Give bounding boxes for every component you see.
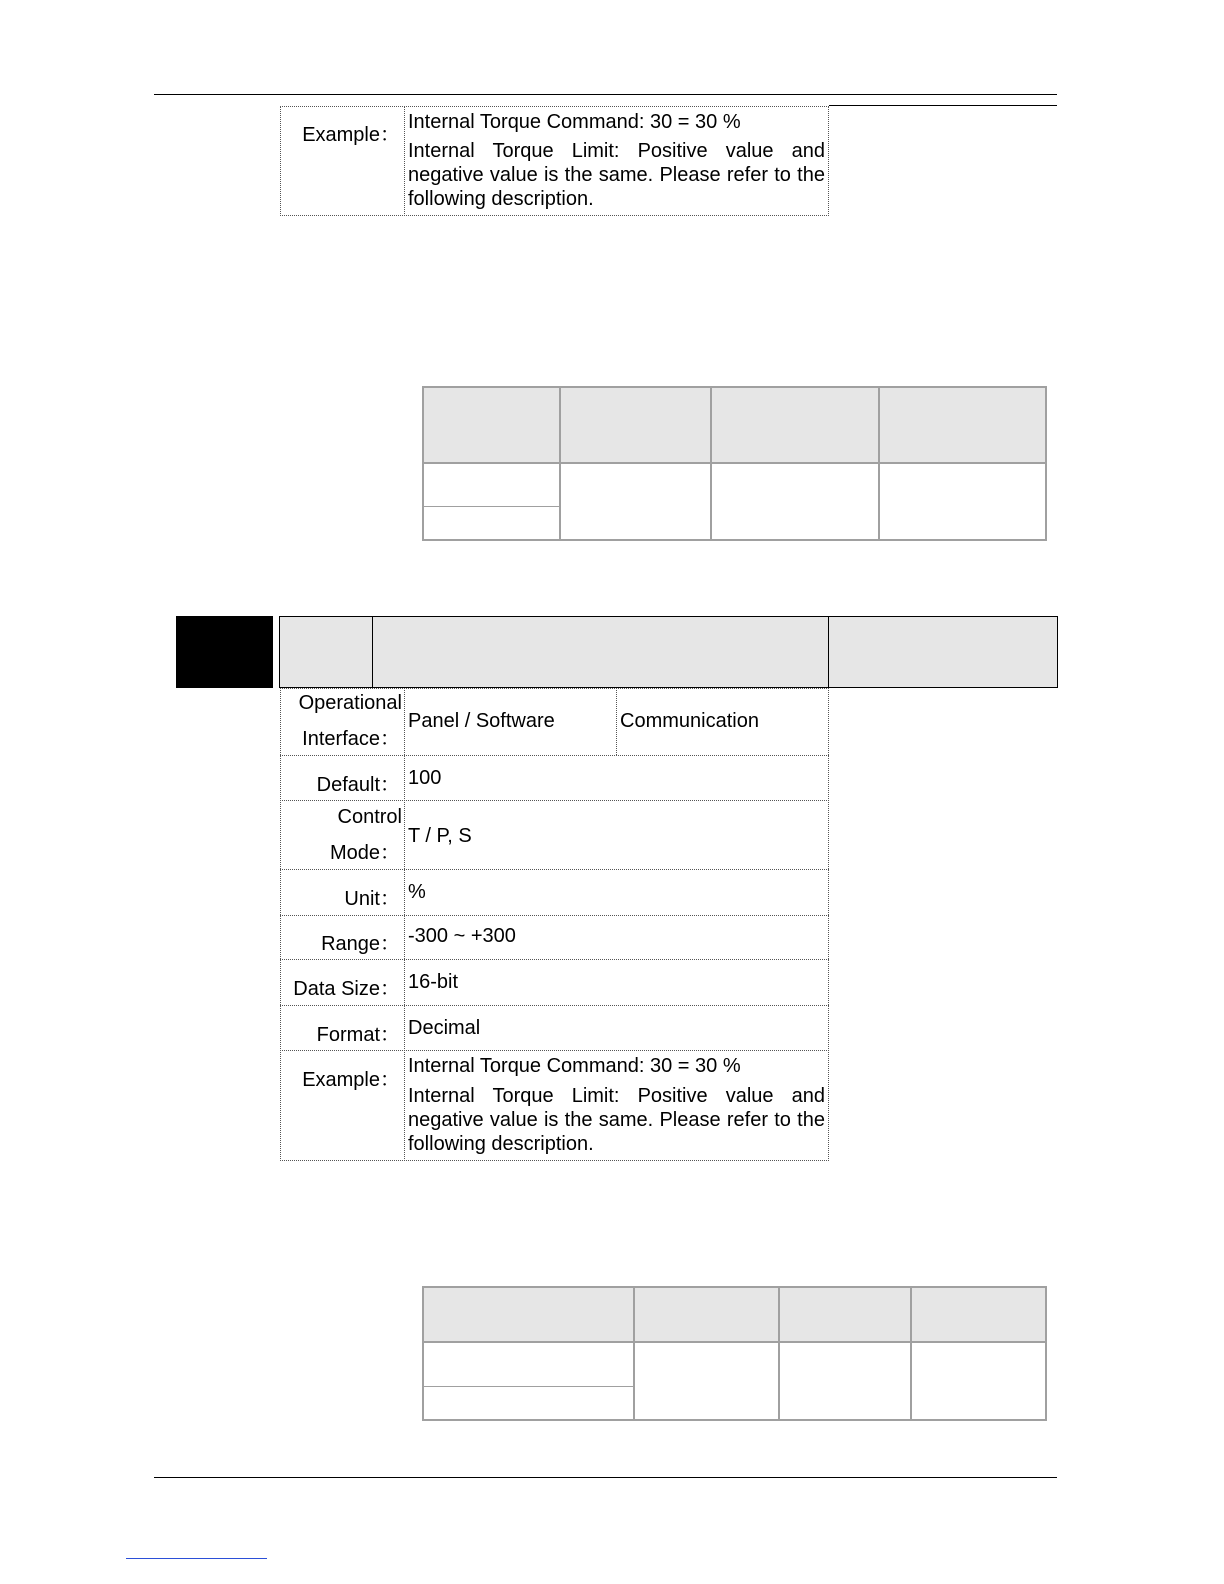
row-divider [280,1050,829,1051]
table-col-divider [778,1288,780,1419]
format-value: Decimal [408,1017,481,1039]
table-header-divider [424,462,1045,464]
data-size-value: 16-bit [408,971,459,993]
table-col-divider [633,1288,635,1419]
parameter-header-divider [372,616,373,688]
table-col-divider [878,388,880,539]
op-interface-label-line1: Operational [298,692,402,714]
row-divider [280,959,829,960]
range-value: -300 ~ +300 [408,925,516,947]
op-interface-communication: Communication [620,710,759,732]
range-label: Range： [321,933,400,955]
op-interface-panel: Panel / Software [408,710,555,732]
parameter-tab-marker [176,616,273,688]
torque-limit-table-1 [422,386,1047,541]
table-row-divider [424,1386,633,1387]
example-line2: Internal Torque Limit: Positive value and negative value is the same. Please refer to the following description. [408,1085,825,1155]
interface-col-divider [616,688,617,755]
unit-label: Unit： [344,888,400,910]
format-label: Format： [316,1024,400,1046]
top-example-label: Example： [302,124,400,146]
control-mode-label-line1: Control [337,806,402,828]
table-header-row [424,388,1045,462]
parameter-header-divider [828,616,829,688]
footer-rule [154,1477,1057,1478]
example-label: Example： [302,1069,400,1091]
top-example-line2: Internal Torque Limit: Positive value and negative value is the same. Please refer to the following description. [408,140,825,210]
control-mode-label-line2: Mode： [329,842,400,864]
table-col-divider [559,388,561,539]
row-divider [280,800,829,801]
row-divider [280,755,829,756]
row-divider [280,869,829,870]
header-rule [154,94,1057,95]
default-label: Default： [316,774,400,796]
default-value: 100 [408,767,442,789]
table-header-row [424,1288,1045,1341]
op-interface-label-line2: Interface： [302,728,400,750]
parameter-label-divider [404,688,405,1161]
header-rule-right [829,105,1057,106]
unit-value: % [408,881,426,903]
torque-limit-table-2 [422,1286,1047,1421]
top-example-line1: Internal Torque Command: 30 = 30 % [408,111,741,133]
control-mode-value: T / P, S [408,825,472,847]
table-col-divider [710,388,712,539]
table-col-divider [910,1288,912,1419]
row-divider [280,1005,829,1006]
row-divider [280,915,829,916]
footer-link-underline [126,1558,267,1559]
table-header-divider [424,1341,1045,1343]
data-size-label: Data Size： [293,978,400,1000]
table-row-divider [424,506,559,507]
parameter-header-row [279,616,1058,688]
example-line1: Internal Torque Command: 30 = 30 % [408,1055,741,1077]
top-example-divider [404,106,405,216]
